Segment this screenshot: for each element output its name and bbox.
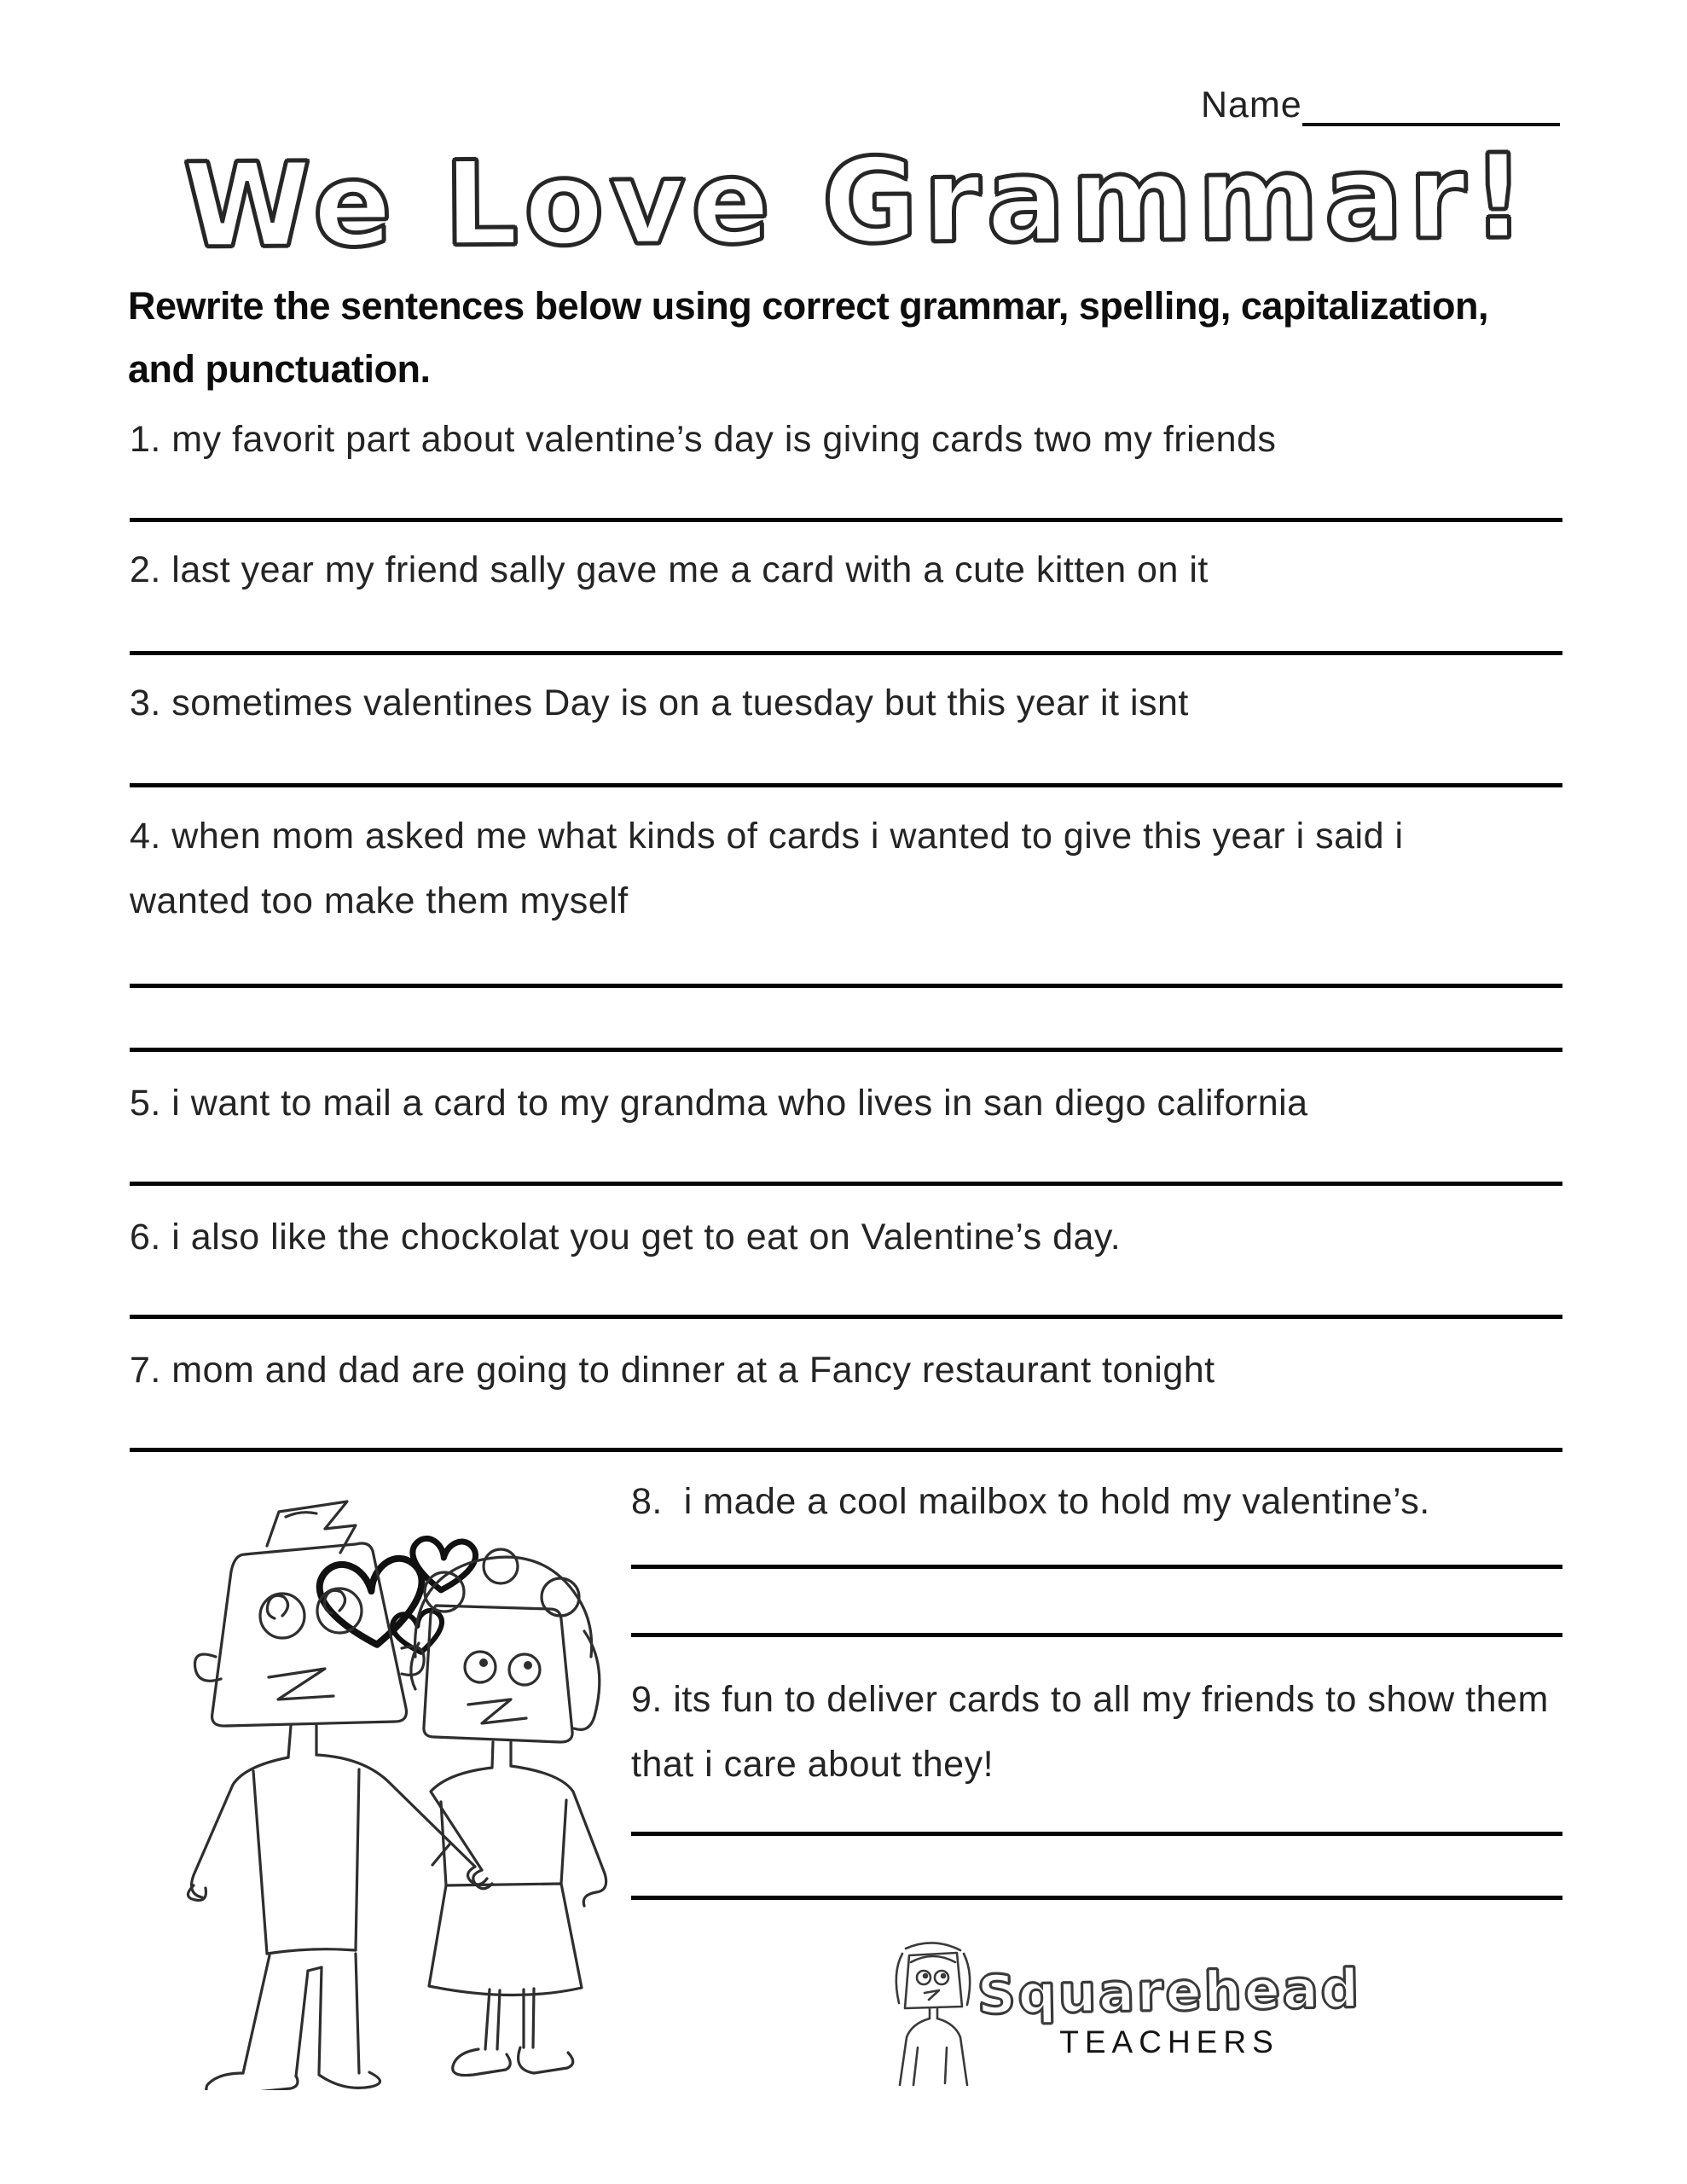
sentence-2: 2. last year my friend sally gave me a card with a cute kitten on it xyxy=(130,549,1209,590)
instructions-line-2: and punctuation. xyxy=(128,347,431,391)
answer-line-9a[interactable] xyxy=(631,1832,1562,1836)
answer-line-1[interactable] xyxy=(130,518,1562,522)
answer-line-6[interactable] xyxy=(130,1315,1562,1319)
answer-line-7[interactable] xyxy=(130,1448,1562,1452)
sentence-1: 1. my favorit part about valentine’s day is giving cards two my friends xyxy=(130,419,1277,460)
answer-line-3[interactable] xyxy=(130,783,1562,787)
answer-line-4a[interactable] xyxy=(130,984,1562,988)
kids-holding-hands-illustration xyxy=(141,1476,618,2090)
answer-line-2[interactable] xyxy=(130,651,1562,655)
sentence-6: 6. i also like the chockolat you get to eat on Valentine’s day. xyxy=(130,1217,1122,1258)
sentence-8: 8. i made a cool mailbox to hold my valentine’s. xyxy=(631,1481,1430,1522)
sentence-7: 7. mom and dad are going to dinner at a Fancy restaurant tonight xyxy=(130,1350,1215,1391)
sentence-3: 3. sometimes valentines Day is on a tuesday but this year it isnt xyxy=(130,682,1189,723)
brand-name: Squarehead xyxy=(977,1957,1362,2026)
name-blank-line[interactable] xyxy=(1302,82,1560,126)
answer-line-9b[interactable] xyxy=(631,1896,1562,1900)
sentence-9: 9. its fun to deliver cards to all my friends to show them that i care about they! xyxy=(631,1679,1549,1785)
answer-line-8a[interactable] xyxy=(631,1565,1562,1569)
brand-subtitle: TEACHERS xyxy=(1059,2024,1279,2059)
sentence-5: 5. i want to mail a card to my grandma who lives in san diego california xyxy=(130,1083,1308,1124)
page-title: We Love Grammar! xyxy=(183,130,1532,275)
answer-line-4b[interactable] xyxy=(130,1048,1562,1052)
squarehead-girl-icon xyxy=(889,1935,977,2094)
answer-line-8b[interactable] xyxy=(631,1633,1562,1637)
heart-icon xyxy=(317,1556,428,1650)
name-row xyxy=(1201,82,1560,126)
name-label: Name xyxy=(1201,84,1302,125)
instructions-line-1: Rewrite the sentences below using correct grammar, spelling, capitalization, xyxy=(128,284,1488,328)
answer-line-5[interactable] xyxy=(130,1182,1562,1186)
sentence-4: 4. when mom asked me what kinds of cards i wanted to give this year i said i wanted too make them myself xyxy=(130,816,1404,921)
instructions xyxy=(128,275,1569,401)
squarehead-teachers-logo xyxy=(889,1935,1361,2094)
